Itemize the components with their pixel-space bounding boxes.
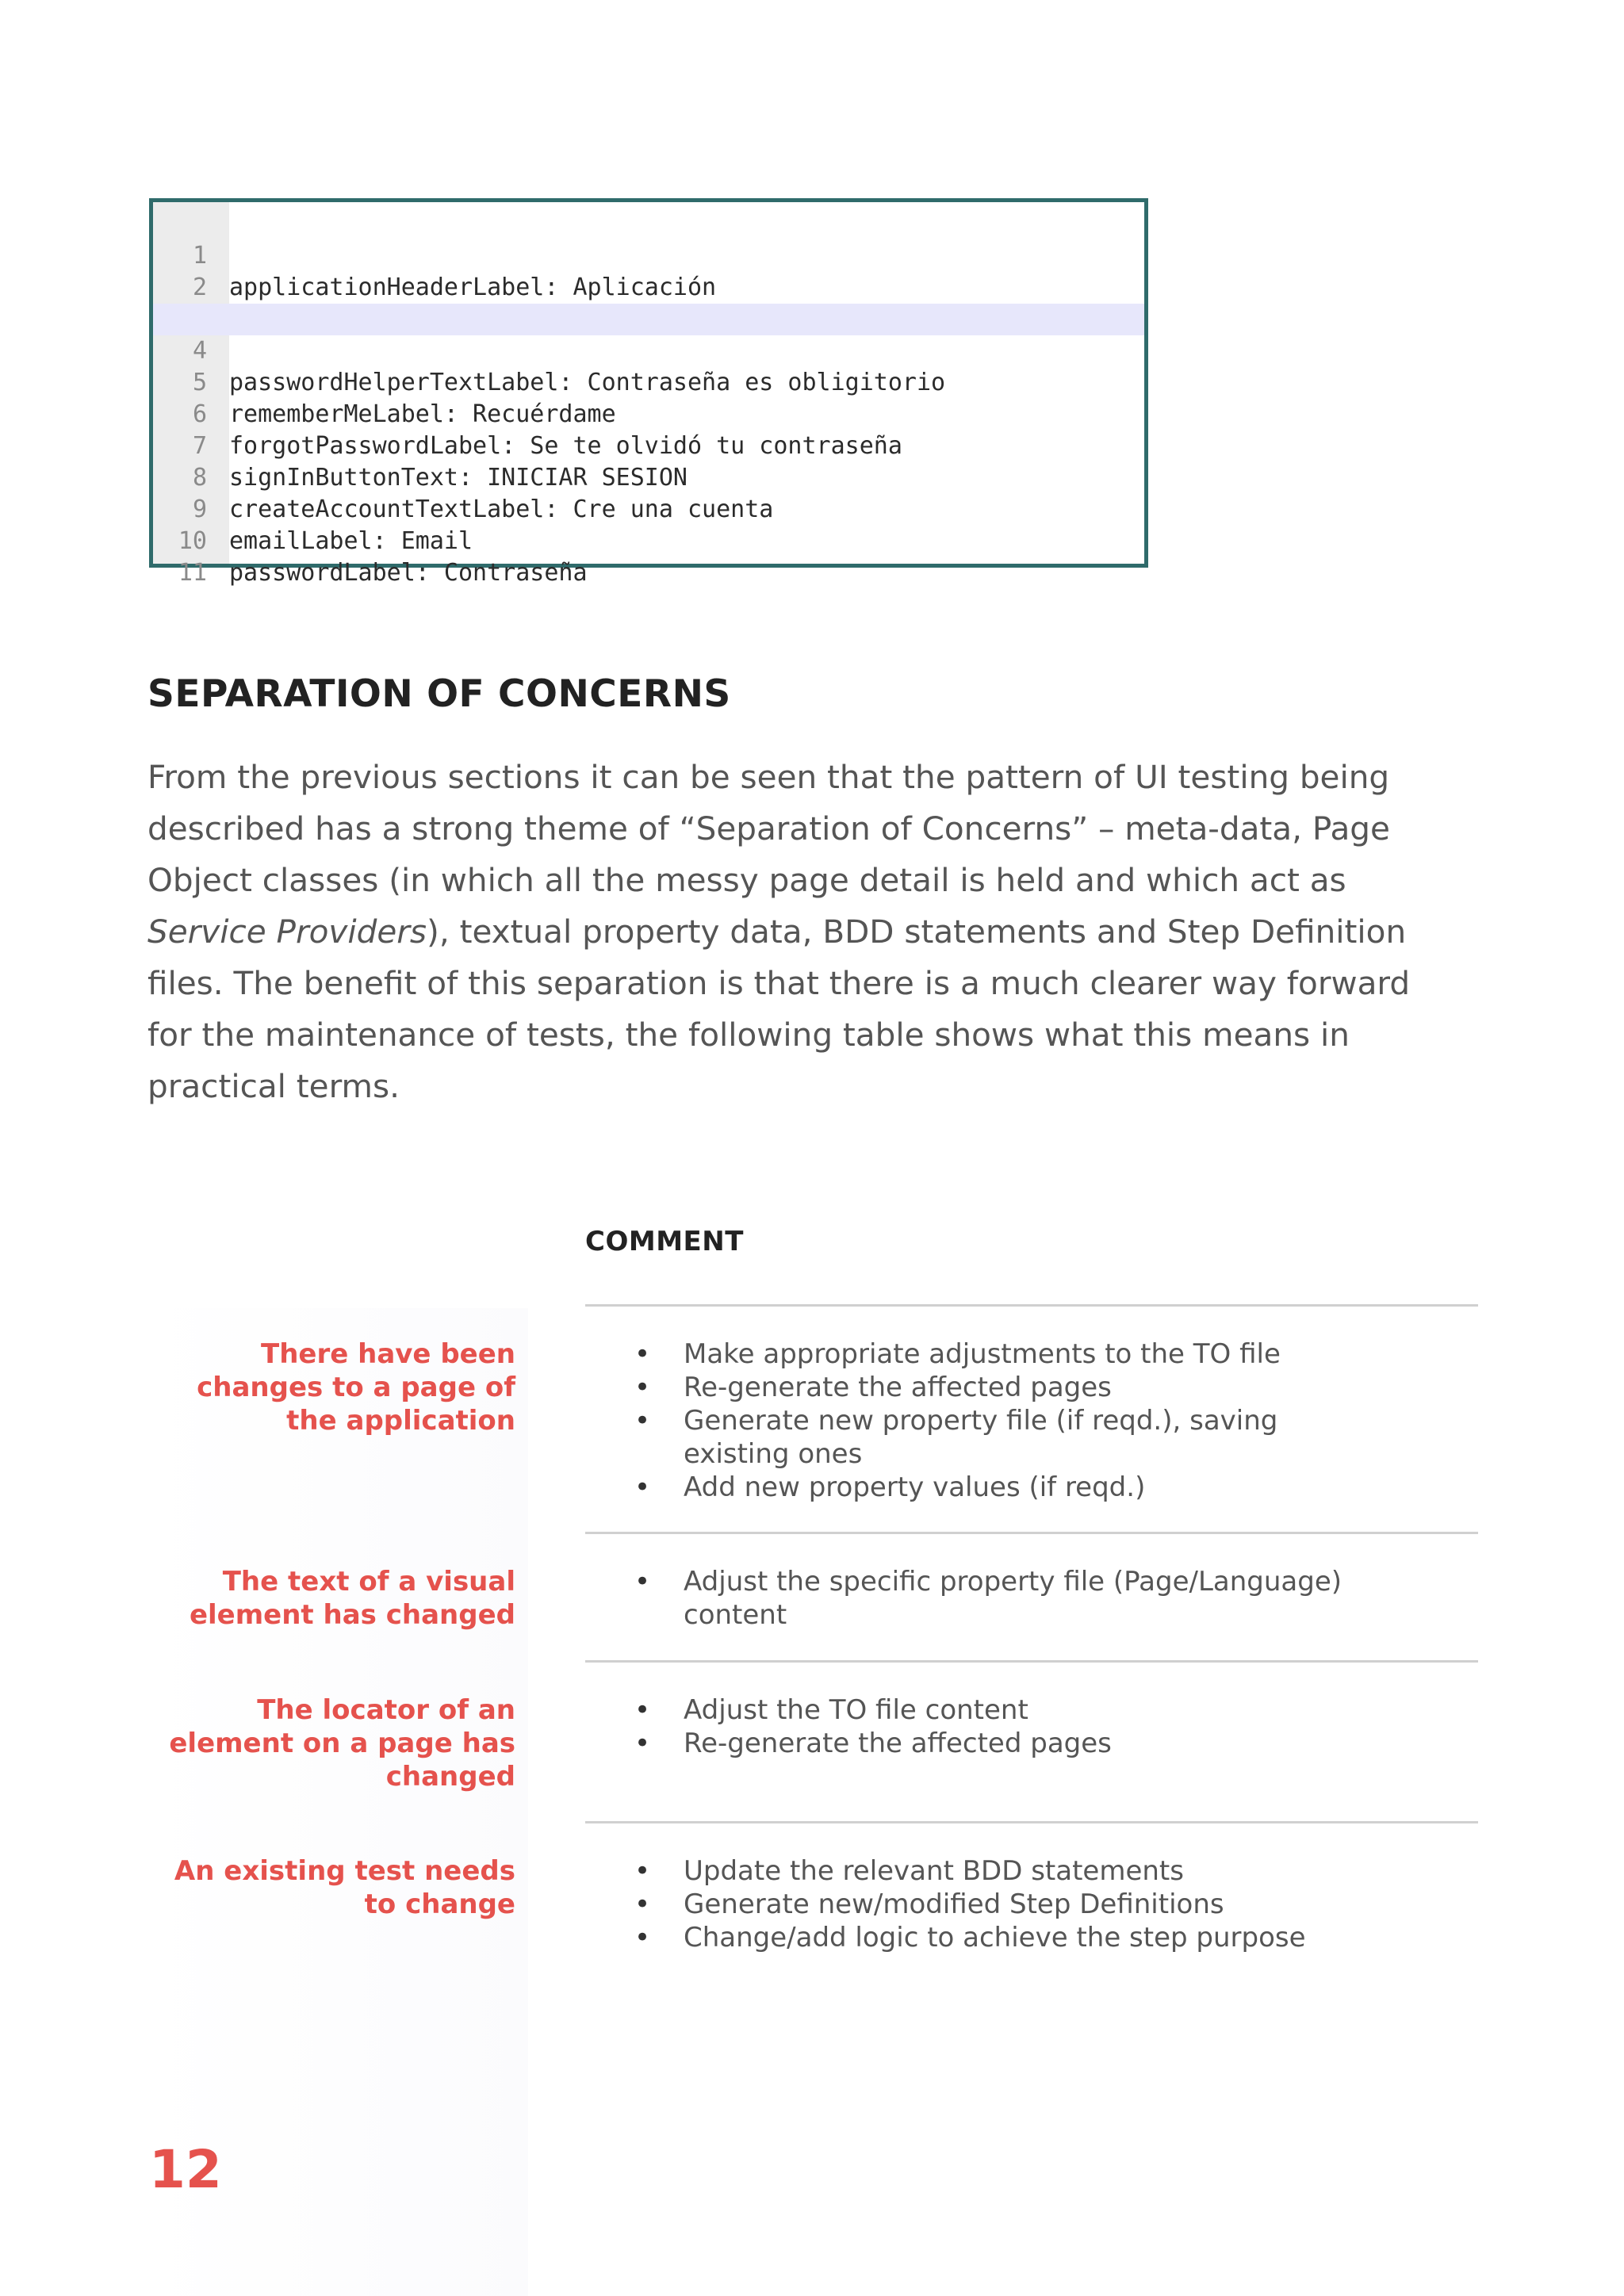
list-item: • Adjust the TO file content [634, 1694, 1028, 1726]
list-item: • Generate new property file (if reqd.), saving existing ones [634, 1405, 1278, 1470]
bullet-icon: • [634, 1372, 651, 1403]
table-row-comments [633, 1693, 1473, 1760]
paragraph-line: practical terms. [147, 1067, 400, 1105]
code-text: emailLabel: Email [229, 527, 473, 555]
paragraph-line: files. The benefit of this separation is that there is a much clearer way forward [147, 964, 1411, 1002]
bullet-icon: • [634, 1471, 651, 1503]
line-number: 2 [192, 274, 207, 301]
table-divider [585, 1821, 1478, 1823]
table-row-label: The text of a visual element has changed [189, 1566, 515, 1631]
code-text: createAccountTextLabel: Cre una cuenta [229, 496, 774, 523]
list-item: • Change/add logic to achieve the step purpose [634, 1922, 1306, 1954]
bullet-icon: • [634, 1888, 651, 1920]
code-text: rememberMeLabel: Recuérdame [229, 400, 616, 428]
list-item: • Make appropriate adjustments to the TO file [634, 1338, 1281, 1370]
bullet-icon: • [634, 1728, 651, 1759]
line-number: 11 [178, 559, 207, 587]
table-row-comments [633, 1565, 1473, 1632]
table-divider [585, 1304, 1478, 1307]
list-item: • Re-generate the affected pages [634, 1728, 1112, 1759]
line-number: 8 [192, 464, 207, 492]
bullet-icon: • [634, 1855, 651, 1887]
code-line [153, 272, 1144, 304]
line-number: 9 [192, 496, 207, 523]
bullet-icon: • [634, 1405, 651, 1437]
paragraph-line: described has a strong theme of “Separation of Concerns” – meta-data, Page [147, 809, 1390, 848]
line-number: 6 [192, 400, 207, 428]
bullet-icon: • [634, 1922, 651, 1954]
line-number: 10 [178, 527, 207, 555]
code-text: forgotPasswordLabel: Se te olvidó tu contraseña [229, 432, 902, 460]
line-number: 5 [192, 369, 207, 396]
bullet-icon: • [634, 1338, 651, 1370]
italic-term: Service Providers [147, 913, 427, 951]
paragraph-line: Object classes (in which all the messy page detail is held and which act as [147, 861, 1346, 899]
line-number: 1 [192, 242, 207, 270]
code-text: passwordLabel: Contraseña [229, 559, 588, 587]
bullet-icon: • [634, 1566, 651, 1598]
bullet-icon: • [634, 1694, 651, 1726]
list-item: • Generate new/modified Step Definitions [634, 1888, 1224, 1920]
comment-column-header: COMMENT [585, 1226, 744, 1257]
table-row-label: There have been changes to a page of the application [197, 1338, 515, 1437]
table-row-comments [633, 1337, 1473, 1504]
table-row-label: An existing test needs to change [174, 1855, 515, 1920]
code-text: passwordHelperTextLabel: Contraseña es obligitorio [229, 369, 946, 396]
line-number: 4 [192, 337, 207, 365]
list-item: • Update the relevant BDD statements [634, 1855, 1184, 1887]
body-paragraph [147, 752, 1496, 1112]
table-row-comments [633, 1854, 1473, 1954]
code-line [153, 209, 1144, 301]
table-divider [585, 1660, 1478, 1663]
list-item: • Re-generate the affected pages [634, 1372, 1112, 1403]
list-item: • Add new property values (if reqd.) [634, 1471, 1146, 1503]
line-number: 7 [192, 432, 207, 460]
section-title: SEPARATION OF CONCERNS [147, 672, 731, 716]
paragraph-line: for the maintenance of tests, the following table shows what this means in [147, 1016, 1350, 1054]
paragraph-line: From the previous sections it can be seen that the pattern of UI testing being [147, 758, 1390, 796]
page-number: 12 [149, 2139, 222, 2200]
code-text: applicationHeaderLabel: Aplicación [229, 274, 717, 301]
code-line-highlighted [153, 304, 1144, 396]
paragraph-line [147, 906, 1496, 958]
code-figure [149, 198, 1148, 587]
table-row-label: The locator of an element on a page has changed [169, 1694, 515, 1793]
list-item: • Adjust the specific property file (Page/Language) content [634, 1566, 1342, 1631]
table-divider [585, 1532, 1478, 1534]
code-text: signInButtonText: INICIAR SESION [229, 464, 688, 492]
paragraph-text: ), textual property data, BDD statements and Step Definition [427, 913, 1407, 951]
